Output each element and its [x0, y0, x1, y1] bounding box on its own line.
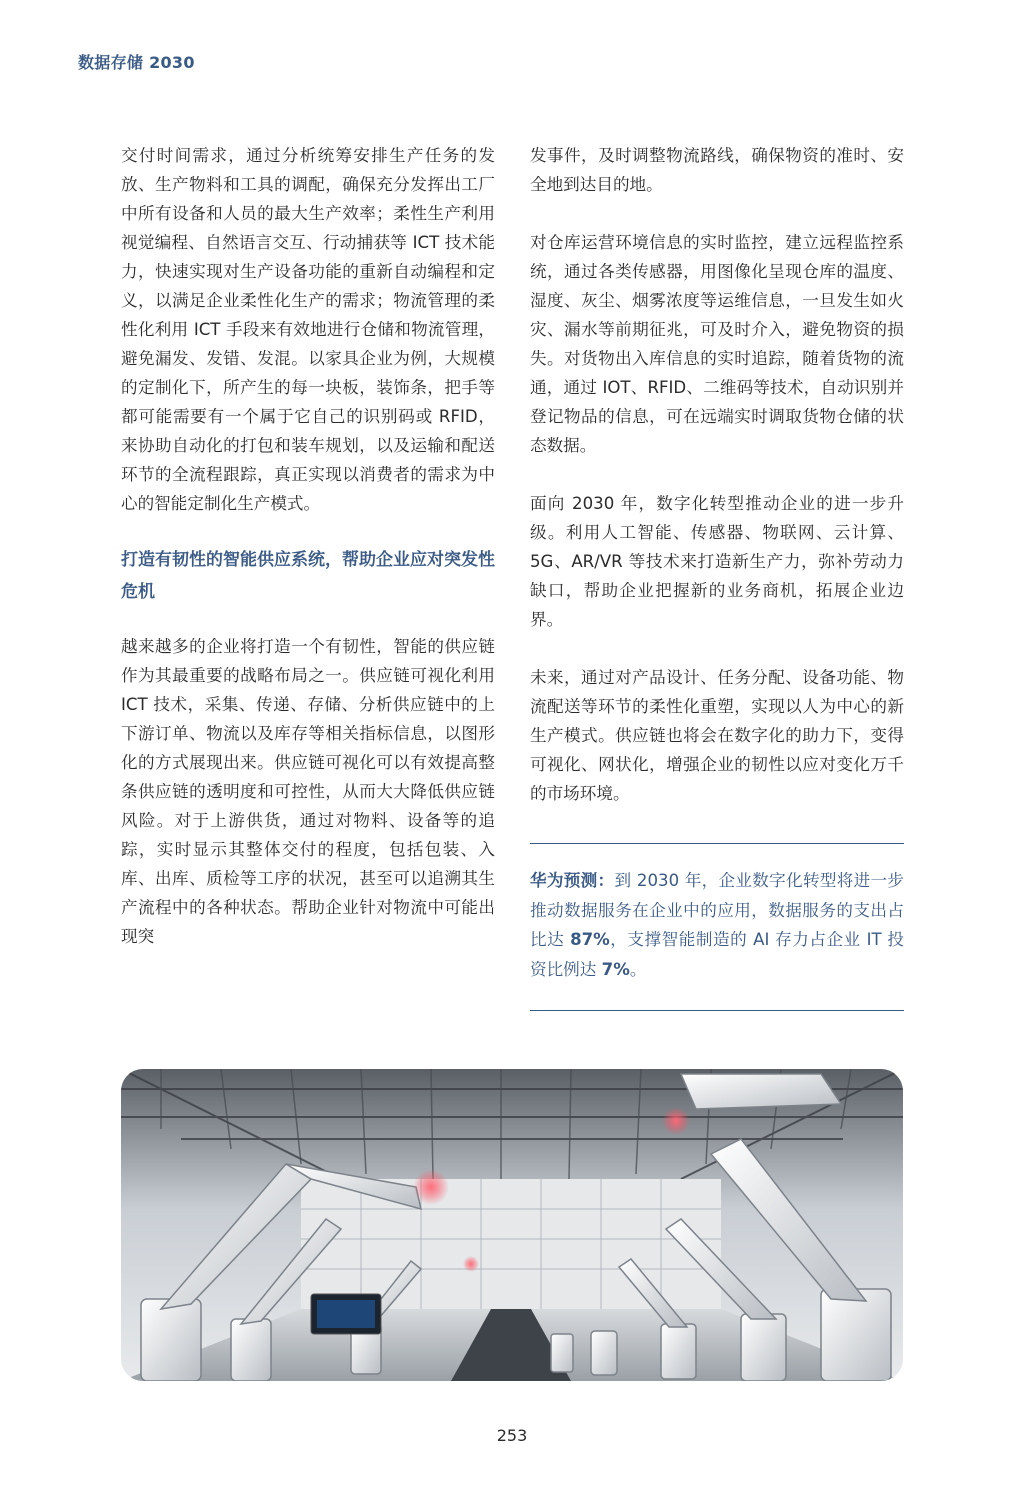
right-paragraph-3: 面向 2030 年，数字化转型推动企业的进一步升级。利用人工智能、传感器、物联网、云计算、5G、AR/VR 等技术来打造新生产力，弥补劳动力缺口，帮助企业把握新的业务商机，拓展企业边界。	[530, 494, 904, 629]
right-paragraph-4: 未来，通过对产品设计、任务分配、设备功能、物流配送等环节的柔性化重塑，实现以人为中心的新生产模式。供应链也将会在数字化的助力下，变得可视化、网状化，增强企业的韧性以应对变化万千的市场环境。	[530, 668, 904, 803]
robotic-factory-photo	[121, 1069, 903, 1381]
right-column	[530, 141, 904, 1011]
left-paragraph-1: 交付时间需求，通过分析统筹安排生产任务的发放、生产物料和工具的调配，确保充分发挥出工厂中所有设备和人员的最大生产效率；柔性生产利用视觉编程、自然语言交互、行动捕获等 ICT 技术能力，快速实现对生产设备功能的重新自动编程和定义，以满足企业柔性化生产的需求；物流管理的柔性化利用 ICT 手段来有效地进行仓储和物流管理，避免漏发、发错、发混。以家具企业为例，大规模的定制化下，所产生的每一块板，装饰条，把手等都可能需要有一个属于它自己的识别码或 RFID，来协助自动化的打包和装车规划，以及运输和配送环节的全流程跟踪，真正实现以消费者的需求为中心的智能定制化生产模式。	[121, 146, 495, 513]
forecast-pct-b: 7%	[601, 959, 630, 979]
forecast-text-c: 。	[629, 959, 647, 979]
running-header-title: 数据存储 2030	[78, 53, 195, 72]
page-number: 253	[496, 1426, 528, 1445]
right-paragraph-2: 对仓库运营环境信息的实时监控，建立远程监控系统，通过各类传感器，用图像化呈现仓库的温度、湿度、灰尘、烟雾浓度等运维信息，一旦发生如火灾、漏水等前期征兆，可及时介入，避免物资的损失。对货物出入库信息的实时追踪，随着货物的流通，通过 IOT、RFID、二维码等技术，自动识别并登记物品的信息，可在远端实时调取货物仓储的状态数据。	[530, 233, 904, 455]
section-heading: 打造有韧性的智能供应系统，帮助企业应对突发性危机	[121, 550, 495, 602]
forecast-text-b: ，支撑智能制造的 AI 存力占企业 IT 投资比例达	[530, 930, 905, 979]
left-column	[121, 141, 495, 951]
forecast-callout	[530, 843, 904, 1011]
forecast-text	[530, 866, 904, 984]
forecast-text-a: 到 2030 年，企业数字化转型将进一步推动数据服务在企业中的应用，数据服务的支出占比达	[530, 871, 904, 949]
forecast-pct-a: 87%	[570, 930, 610, 949]
forecast-label: 华为预测：	[530, 871, 615, 890]
left-paragraph-2: 越来越多的企业将打造一个有韧性，智能的供应链作为其最重要的战略布局之一。供应链可视化利用 ICT 技术，采集、传递、存储、分析供应链中的上下游订单、物流以及库存等相关指标信息，以图形化的方式展现出来。供应链可视化可以有效提高整条供应链的透明度和可控性，从而大大降低供应链风险。对于上游供货，通过对物料、设备等的追踪，实时显示其整体交付的程度，包括包装、入库、出库、质检等工序的状况，甚至可以追溯其生产流程中的各种状态。帮助企业针对物流中可能出现突	[121, 637, 495, 946]
right-paragraph-1: 发事件，及时调整物流路线，确保物资的准时、安全地到达目的地。	[530, 146, 904, 194]
